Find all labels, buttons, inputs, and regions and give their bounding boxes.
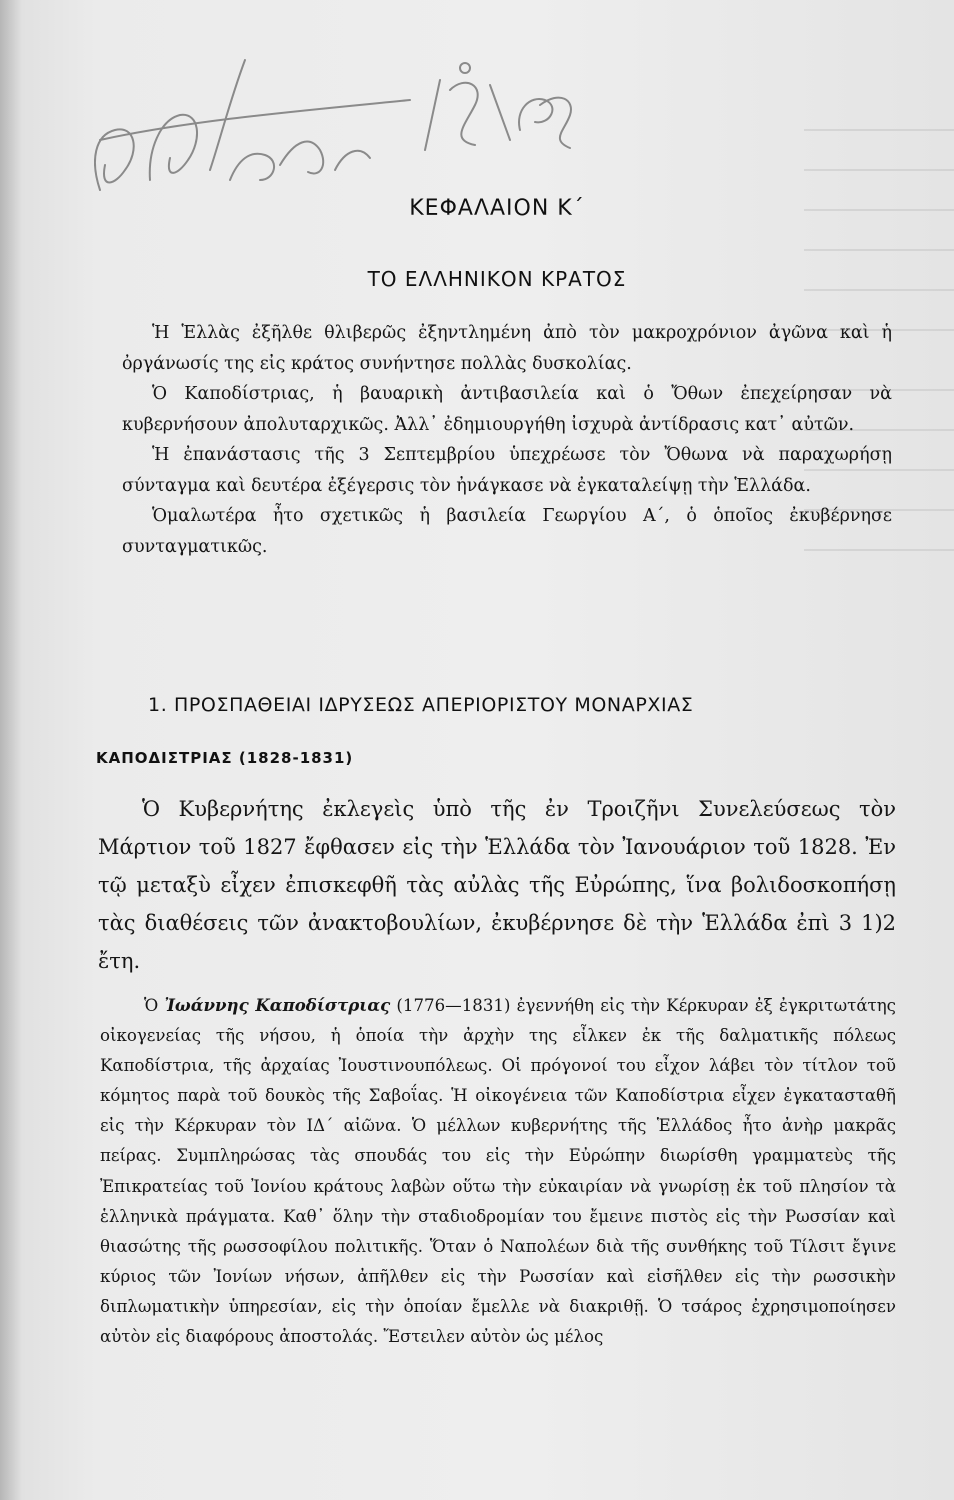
intro-paragraph: Ἡ Ἑλλὰς ἐξῆλθε θλιβερῶς ἐξηντλημένη ἀπὸ τὸν μακροχρόνιον ἀγῶνα καὶ ἡ ὀργάνωσίς της εἰς κράτος συνήντησε πολλὰς δυσκολίας. [122,323,892,374]
subsection-title: ΚΑΠΟΔΙΣΤΡΙΑΣ (1828-1831) [96,749,354,767]
bio-name: Ἰωάννης Καποδίστριας [164,995,391,1015]
bio-text: (1776—1831) ἐγεννήθη εἰς τὴν Κέρκυραν ἐξ ἐγκριτωτάτης οἰκογενείας τῆς νήσου, ἡ ὁποία τὴν ἀρχὴν της εἶλκεν ἐκ τῆς δαλματικῆς πόλεως Καποδίστρια, τῆς ἀρχαίας Ἰουστινουπόλεως. Οἱ πρόγονοί του εἶχον λάβει τὸν τίτλον τοῦ κόμητος παρὰ τοῦ δουκὸς τῆς Σαβοΐας. Ἡ οἰκογένεια τῶν Καποδίστρια εἶχεν ἐγκατασταθῆ εἰς τὴν Κέρκυραν τὸν ΙΔ΄ αἰῶνα. Ὁ μέλλων κυβερνήτης τῆς Ἑλλάδος ἦτο ἀνὴρ μακρᾶς πείρας. Συμπληρώσας τὰς σπουδάς του εἰς τὴν Εὐρώπην διωρίσθη γραμματεὺς τῆς Ἐπικρατείας τοῦ Ἰονίου κράτους λαβὼν οὕτω τὴν εὐκαιρίαν νὰ γνωρίσῃ ἐκ τοῦ πλησίον τὰ ἑλληνικὰ πράγματα. Καθ᾿ ὅλην τὴν σταδιοδρομίαν του ἔμεινε πιστὸς εἰς τὴν Ρωσσίαν καὶ θιασώτης τῆς ρωσσοφίλου πολιτικῆς. Ὅταν ὁ Ναπολέων διὰ τῆς συνθήκης τοῦ Τίλσιτ ἔγινε κύριος τῶν Ἰονίων νήσων, ἀπῆλθεν εἰς τὴν Ρωσσίαν καὶ εἰσῆλθεν εἰς τὴν ρωσσικὴν διπλωματικὴν ὑπηρεσίαν, εἰς τὴν ὁποίαν ἔμελλε νὰ διακριθῇ. Ὁ τσάρος ἐχρησιμοποίησεν αὐτὸν εἰς διαφόρους ἀποστολάς. Ἔστειλεν αὐτὸν ὡς μέλος [100,996,896,1347]
intro-summary [122,318,892,562]
chapter-heading: ΚΕΦΑΛΑΙΟΝ Κ΄ [409,196,585,221]
biography-paragraph [100,990,896,1352]
handwritten-annotation [70,40,590,210]
binding-shadow [0,0,22,1500]
section-title: 1. ΠΡΟΣΠΑΘΕΙΑΙ ΙΔΡΥΣΕΩΣ ΑΠΕΡΙΟΡΙΣΤΟΥ ΜΟΝΑΡΧΙΑΣ [148,694,694,716]
bio-lead: Ὁ [144,996,159,1015]
intro-paragraph: Ὁμαλωτέρα ἦτο σχετικῶς ἡ βασιλεία Γεωργίου Α΄, ὁ ὁποῖος ἐκυβέρνησε συνταγματικῶς. [122,506,892,557]
chapter-title: ΤΟ ΕΛΛΗΝΙΚΟΝ ΚΡΑΤΟΣ [367,267,627,291]
main-paragraph: Ὁ Κυβερνήτης ἐκλεγεὶς ὑπὸ τῆς ἐν Τροιζῆνι Συνελεύσεως τὸν Μάρτιον τοῦ 1827 ἔφθασεν εἰς τὴν Ἑλλάδα τὸν Ἰανουάριον τοῦ 1828. Ἐν τῷ μεταξὺ εἶχεν ἐπισκεφθῆ τὰς αὐλὰς τῆς Εὐρώπης, ἵνα βολιδοσκοπήσῃ τὰς διαθέσεις τῶν ἀνακτοβουλίων, ἐκυβέρνησε δὲ τὴν Ἑλλάδα ἐπὶ 3 1)2 ἔτη. [98,797,896,973]
intro-paragraph: Ὁ Καποδίστριας, ἡ βαυαρικὴ ἀντιβασιλεία καὶ ὁ Ὄθων ἐπεχείρησαν νὰ κυβερνήσουν ἀπολυταρχικῶς. Ἀλλ᾿ ἐδημιουργήθη ἰσχυρὰ ἀντίδρασις κατ᾿ αὐτῶν. [122,384,892,435]
intro-paragraph: Ἡ ἐπανάστασις τῆς 3 Σεπτεμβρίου ὑπεχρέωσε τὸν Ὄθωνα νὰ παραχωρήσῃ σύνταγμα καὶ δευτέρα ἐξέγερσις τὸν ἠνάγκασε νὰ ἐγκαταλείψῃ τὴν Ἑλλάδα. [122,445,892,496]
